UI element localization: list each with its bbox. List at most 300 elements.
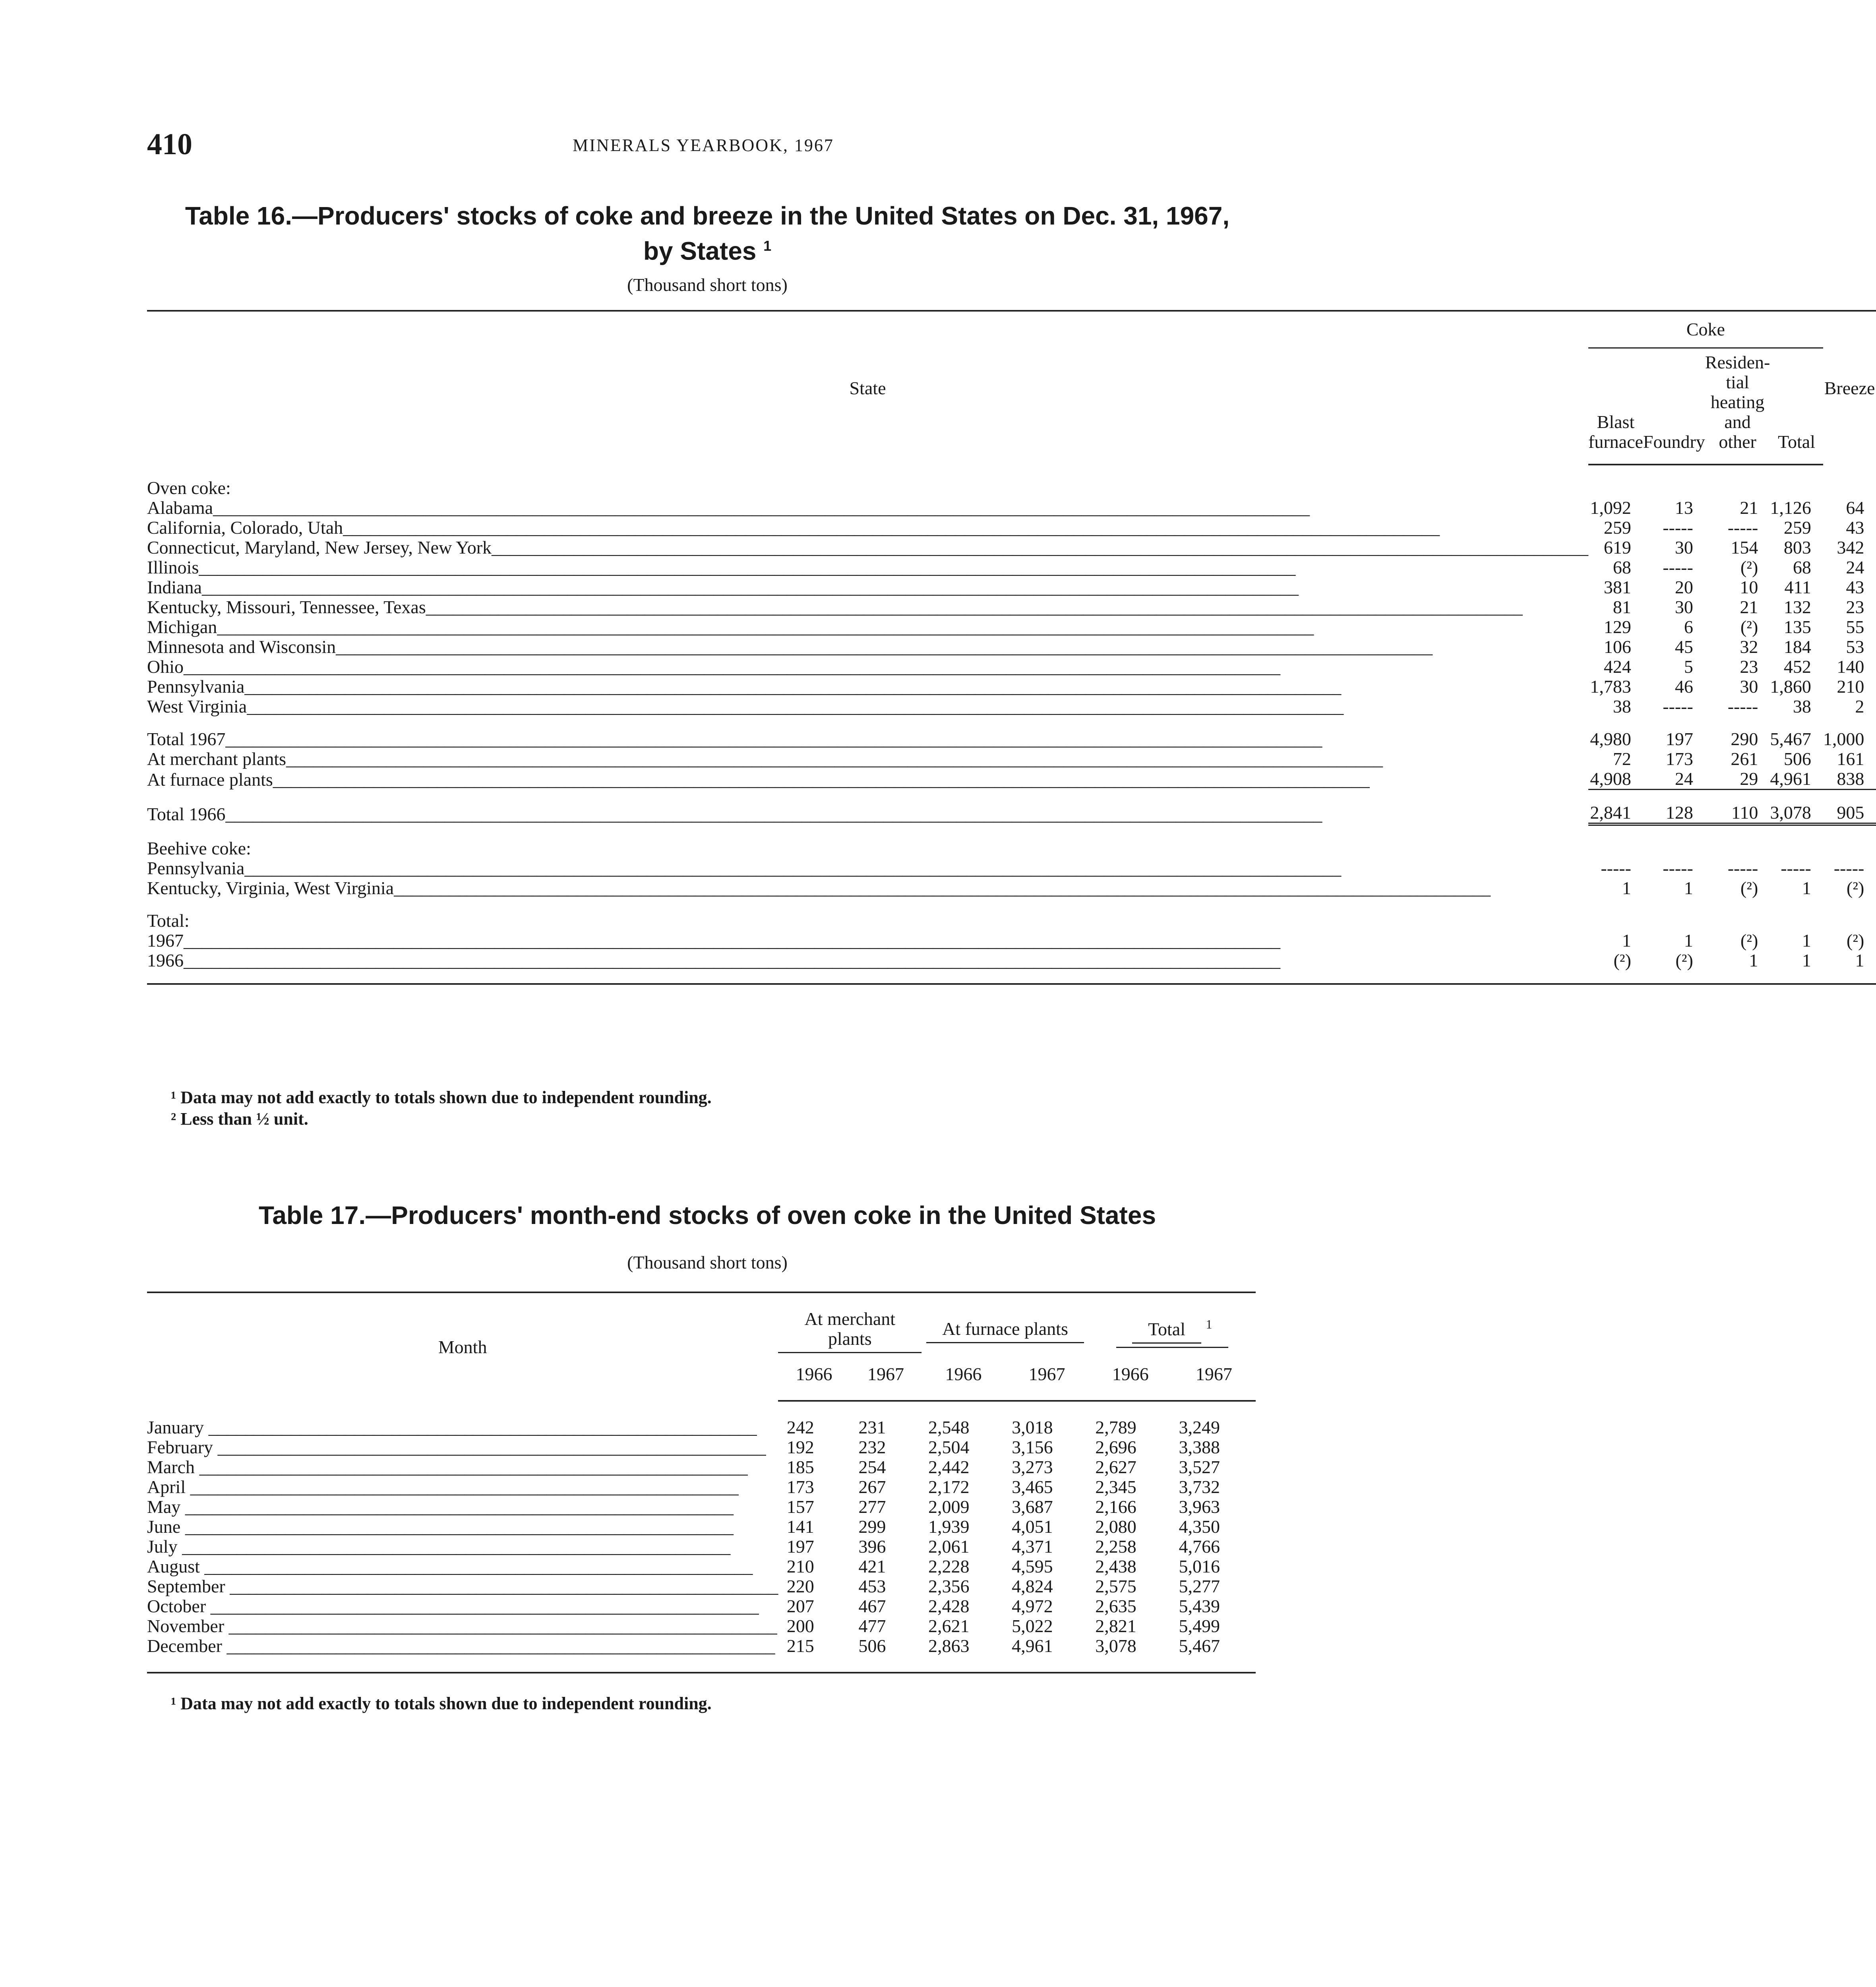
cell-value: 68: [1793, 557, 1811, 577]
table-row: [147, 1636, 1256, 1673]
page-header: [147, 127, 1260, 163]
row-label: [147, 858, 1588, 878]
row-label-text: Connecticut, Maryland, New Jersey, New York: [147, 537, 492, 558]
month-name: August: [147, 1556, 200, 1576]
cell-value: 2,061: [928, 1536, 970, 1557]
cell-value: 506: [1783, 749, 1811, 769]
cell-value: 242: [786, 1417, 814, 1437]
cell-value: 4,961: [1012, 1636, 1053, 1656]
cell-value: 5,277: [1179, 1576, 1220, 1596]
table-row: [147, 1557, 1256, 1576]
cell-value: 2,438: [1095, 1556, 1136, 1576]
cell-value: 453: [858, 1576, 886, 1596]
cell-value: 2,228: [928, 1556, 970, 1576]
month-name: June: [147, 1516, 181, 1537]
cell-value: 424: [1603, 657, 1631, 677]
header-residential: Residen- tial heating and other: [1705, 348, 1770, 465]
cell-value: 2,172: [928, 1477, 970, 1497]
leader-dots: ____________________________________________________________: [186, 1477, 739, 1497]
cell-value: 192: [786, 1437, 814, 1457]
leader-dots: ____________________________________________________________: [204, 1417, 757, 1437]
cell-value: 3,078: [1095, 1636, 1136, 1656]
cell-value: 72: [1613, 749, 1631, 769]
cell-value: 411: [1784, 577, 1811, 597]
leader-dots: ____________________________________________________________: [222, 1636, 775, 1656]
table17-subtitle: (Thousand short tons): [627, 1252, 788, 1272]
row-label-text: Illinois: [147, 557, 199, 577]
cell-value: 5,439: [1179, 1596, 1220, 1616]
leader-dots: ____________________________________________________________: [206, 1596, 759, 1616]
leader-dots: ________________________________________________________________________________________________________________________: [225, 804, 1322, 824]
header-coke: Coke: [1588, 311, 1823, 348]
cell-value: 4,350: [1179, 1516, 1220, 1537]
cell-value: 30: [1675, 597, 1693, 617]
month-name: December: [147, 1636, 222, 1656]
cell-value: 110: [1705, 803, 1770, 824]
cell-value: 232: [858, 1437, 886, 1457]
cell-value: 207: [786, 1596, 814, 1616]
header-furnace: At furnace plants: [922, 1292, 1088, 1359]
table16-subtitle: (Thousand short tons): [627, 275, 788, 295]
table-row: [147, 1497, 1256, 1517]
header-total-footnote-mark: 1: [1206, 1317, 1212, 1332]
leader-dots: ____________________________________________________________: [225, 1576, 778, 1596]
month-name: May: [147, 1497, 181, 1517]
cell-value: -----: [1663, 557, 1693, 577]
table-row: [147, 1437, 1256, 1457]
section-oven-coke: Oven coke:: [147, 478, 231, 498]
row-label-text: At merchant plants: [147, 749, 287, 769]
row-label: [147, 577, 1588, 597]
table-row: [147, 677, 1876, 697]
header-total: Total $^1$: [1089, 1292, 1256, 1359]
cell-value: 2,627: [1095, 1457, 1136, 1477]
cell-value: 3,527: [1179, 1457, 1220, 1477]
row-label-text: Kentucky, Virginia, West Virginia: [147, 878, 394, 898]
cell-value: 452: [1783, 657, 1811, 677]
cell-value: 29: [1705, 769, 1770, 790]
row-label: [147, 931, 1588, 951]
cell-value: -----: [1727, 858, 1758, 878]
cell-value: 13: [1675, 498, 1693, 518]
cell-value: 30: [1675, 537, 1693, 558]
cell-value: 619: [1603, 537, 1631, 558]
cell-value: 215: [786, 1636, 814, 1656]
row-label: [147, 538, 1588, 558]
month-label: [147, 1557, 778, 1576]
cell-value: -----: [1663, 517, 1693, 538]
cell-value: 477: [858, 1616, 886, 1636]
row-label: [147, 637, 1588, 657]
cell-value: 4,972: [1012, 1596, 1053, 1616]
cell-value: (²): [1846, 878, 1864, 898]
cell-value: 46: [1675, 676, 1693, 697]
cell-value: 43: [1846, 517, 1864, 538]
leader-dots: ________________________________________________________________________________________________________________________: [184, 930, 1280, 951]
leader-dots: ________________________________________________________________________________________________________________________: [273, 769, 1370, 790]
cell-value: 342: [1837, 537, 1864, 558]
cell-value: 261: [1731, 749, 1758, 769]
row-label-text: Kentucky, Missouri, Tennessee, Texas: [147, 597, 426, 617]
cell-value: 2,504: [928, 1437, 970, 1457]
cell-value: 30: [1740, 676, 1758, 697]
cell-value: 184: [1783, 637, 1811, 657]
leader-dots: ________________________________________________________________________________________________________________________: [394, 878, 1491, 898]
cell-value: 254: [858, 1457, 886, 1477]
header-merchant: At merchant plants: [778, 1292, 922, 1359]
table16-body: [147, 465, 1876, 984]
row-label-text: Total 1966: [147, 804, 226, 824]
cell-value: -----: [1833, 858, 1864, 878]
cell-value: 1,939: [928, 1516, 970, 1537]
cell-value: -----: [1781, 858, 1811, 878]
cell-value: 161: [1837, 749, 1864, 769]
cell-value: 1: [1749, 950, 1758, 970]
leader-dots: ____________________________________________________________: [180, 1497, 734, 1517]
table17-title: Table 17.—Producers' month-end stocks of oven coke in the United States: [258, 1201, 1156, 1230]
row-label-text: 1966: [147, 950, 184, 970]
table-row: [147, 951, 1876, 970]
cell-value: 3,273: [1012, 1457, 1053, 1477]
cell-value: -----: [1663, 858, 1693, 878]
cell-value: 24: [1846, 557, 1864, 577]
row-label: [147, 657, 1588, 677]
header-furnace-1966: 1966: [922, 1359, 1005, 1401]
cell-value: 838: [1823, 769, 1876, 790]
leader-dots: ________________________________________________________________________________________________________________________: [201, 577, 1299, 597]
table-row: [147, 1576, 1256, 1596]
cell-value: 467: [858, 1596, 886, 1616]
leader-dots: ____________________________________________________________: [213, 1437, 766, 1457]
table-row: [147, 1596, 1256, 1616]
cell-value: 2,428: [928, 1596, 970, 1616]
cell-value: 2,789: [1095, 1417, 1136, 1437]
table16-footnotes: [171, 1087, 712, 1130]
table17: [147, 1292, 1256, 1673]
row-label-text: Minnesota and Wisconsin: [147, 637, 336, 657]
table-row: [147, 558, 1876, 577]
cell-value: 64: [1846, 498, 1864, 518]
month-label: [147, 1576, 778, 1596]
row-label: [147, 769, 1588, 790]
running-head: MINERALS YEARBOOK, 1967: [573, 136, 834, 155]
leader-dots: ________________________________________________________________________________________________________________________: [184, 950, 1280, 970]
cell-value: 173: [1665, 749, 1693, 769]
month-label: [147, 1477, 778, 1497]
row-label: [147, 729, 1588, 749]
cell-value: 5,467: [1770, 729, 1811, 749]
cell-value: 135: [1783, 617, 1811, 637]
cell-value: 3,732: [1179, 1477, 1220, 1497]
leader-dots: ________________________________________________________________________________________________________________________: [199, 557, 1296, 577]
row-label: [147, 677, 1588, 697]
cell-value: 299: [858, 1516, 886, 1537]
cell-value: 2,442: [928, 1457, 970, 1477]
cell-value: 1: [1855, 950, 1864, 970]
cell-value: 2,575: [1095, 1576, 1136, 1596]
month-name: April: [147, 1477, 186, 1497]
cell-value: 200: [786, 1616, 814, 1636]
leader-dots: ________________________________________________________________________________________________________________________: [225, 729, 1322, 749]
month-label: [147, 1497, 778, 1517]
cell-value: 1: [1802, 930, 1811, 951]
month-label: [147, 1401, 778, 1437]
cell-value: 2,548: [928, 1417, 970, 1437]
header-furnace-1967: 1967: [1005, 1359, 1088, 1401]
row-label-text: Total 1967: [147, 729, 226, 749]
cell-value: 905: [1823, 803, 1876, 824]
cell-value: 2,080: [1095, 1516, 1136, 1537]
header-total-1966: 1966: [1089, 1359, 1172, 1401]
cell-value: (²): [1613, 950, 1631, 970]
cell-value: 3,388: [1179, 1437, 1220, 1457]
cell-value: 1,783: [1590, 676, 1631, 697]
leader-dots: ________________________________________________________________________________________________________________________: [343, 517, 1440, 538]
header-total: Total: [1770, 348, 1823, 465]
cell-value: 396: [858, 1536, 886, 1557]
cell-value: 3,687: [1012, 1497, 1053, 1517]
cell-value: 421: [858, 1556, 886, 1576]
cell-value: 5,016: [1179, 1556, 1220, 1576]
cell-value: 4,908: [1588, 769, 1643, 790]
table-row: [147, 597, 1876, 617]
header-breeze: Breeze: [1824, 378, 1875, 398]
leader-dots: ____________________________________________________________: [180, 1516, 734, 1537]
cell-value: 43: [1846, 577, 1864, 597]
table16-footnote-2: ² Less than ½ unit.: [171, 1109, 308, 1129]
table-row: [147, 1477, 1256, 1497]
header-total-1967: 1967: [1172, 1359, 1256, 1401]
leader-dots: ________________________________________________________________________________________________________________________: [286, 749, 1383, 769]
table-row: [147, 1616, 1256, 1636]
table16-footnote-1: ¹ Data may not add exactly to totals shown due to independent rounding.: [171, 1088, 712, 1107]
cell-value: 23: [1740, 657, 1758, 677]
table-row: [147, 1457, 1256, 1477]
cell-value: 32: [1740, 637, 1758, 657]
table16-title-line1: Table 16.—Producers' stocks of coke and breeze in the United States on Dec. 31, 1967,: [185, 201, 1230, 230]
cell-value: 185: [786, 1457, 814, 1477]
leader-dots: ________________________________________________________________________________________________________________________: [244, 858, 1342, 878]
leader-dots: ________________________________________________________________________________________________________________________: [213, 498, 1310, 518]
cell-value: 128: [1643, 803, 1705, 824]
cell-value: 4,051: [1012, 1516, 1053, 1537]
cell-value: 10: [1740, 577, 1758, 597]
cell-value: 21: [1740, 498, 1758, 518]
cell-value: 1: [1802, 950, 1811, 970]
month-label: [147, 1517, 778, 1537]
cell-value: 106: [1603, 637, 1631, 657]
cell-value: 1: [1622, 878, 1631, 898]
table-row: [147, 637, 1876, 657]
cell-value: 1,092: [1590, 498, 1631, 518]
cell-value: 3,963: [1179, 1497, 1220, 1517]
month-name: July: [147, 1536, 178, 1557]
cell-value: 259: [1783, 517, 1811, 538]
cell-value: 53: [1846, 637, 1864, 657]
cell-value: 81: [1613, 597, 1631, 617]
row-label-text: West Virginia: [147, 696, 247, 717]
cell-value: (²): [1675, 950, 1693, 970]
table-row: [147, 729, 1876, 749]
cell-value: -----: [1727, 696, 1758, 717]
cell-value: 3,465: [1012, 1477, 1053, 1497]
cell-value: 6: [1684, 617, 1693, 637]
cell-value: 5,022: [1012, 1616, 1053, 1636]
table-row: [147, 1401, 1256, 1437]
cell-value: 277: [858, 1497, 886, 1517]
leader-dots: ____________________________________________________________: [177, 1536, 731, 1557]
row-label-text: Pennsylvania: [147, 676, 245, 697]
cell-value: 68: [1613, 557, 1631, 577]
cell-value: 210: [786, 1556, 814, 1576]
cell-value: 5,467: [1179, 1636, 1220, 1656]
table-row: [147, 657, 1876, 677]
cell-value: 1,860: [1770, 676, 1811, 697]
month-label: [147, 1537, 778, 1557]
table-row: [147, 803, 1876, 824]
row-label: [147, 749, 1588, 769]
month-name: January: [147, 1417, 204, 1437]
table16-title: [147, 201, 1268, 266]
cell-value: 20: [1675, 577, 1693, 597]
cell-value: 1: [1684, 930, 1693, 951]
row-label-text: Pennsylvania: [147, 858, 245, 878]
cell-value: (²): [1740, 930, 1758, 951]
row-label: [147, 878, 1588, 898]
cell-value: 140: [1837, 657, 1864, 677]
leader-dots: ________________________________________________________________________________________________________________________: [426, 597, 1523, 617]
cell-value: 2,009: [928, 1497, 970, 1517]
cell-value: 24: [1643, 769, 1705, 790]
cell-value: 197: [786, 1536, 814, 1557]
table-row: [147, 617, 1876, 637]
table-row: [147, 858, 1876, 878]
cell-value: 5,499: [1179, 1616, 1220, 1636]
row-label: [147, 558, 1588, 577]
row-label: [147, 518, 1588, 538]
row-label-text: California, Colorado, Utah: [147, 517, 343, 538]
month-name: September: [147, 1576, 225, 1596]
cell-value: 2,696: [1095, 1437, 1136, 1457]
table-row: [147, 577, 1876, 597]
cell-value: 2,863: [928, 1636, 970, 1656]
cell-value: (²): [1740, 617, 1758, 637]
cell-value: 3,018: [1012, 1417, 1053, 1437]
header-foundry: Foundry: [1643, 348, 1705, 465]
table-row: [147, 931, 1876, 951]
cell-value: 506: [858, 1636, 886, 1656]
row-label-text: 1967: [147, 930, 184, 951]
header-state: State: [849, 378, 886, 398]
month-label: [147, 1457, 778, 1477]
table-row: [147, 697, 1876, 717]
table-row: [147, 498, 1876, 518]
row-label-text: Alabama: [147, 498, 213, 518]
cell-value: 154: [1731, 537, 1758, 558]
month-name: October: [147, 1596, 206, 1616]
leader-dots: ________________________________________________________________________________________________________________________: [336, 637, 1433, 657]
cell-value: 803: [1783, 537, 1811, 558]
cell-value: 231: [858, 1417, 886, 1437]
cell-value: (²): [1846, 930, 1864, 951]
cell-value: 2,345: [1095, 1477, 1136, 1497]
header-month: Month: [438, 1336, 487, 1357]
cell-value: 2,841: [1588, 803, 1643, 824]
month-name: February: [147, 1437, 213, 1457]
cell-value: 5: [1684, 657, 1693, 677]
leader-dots: ________________________________________________________________________________________________________________________: [247, 696, 1344, 717]
row-label-text: Ohio: [147, 657, 184, 677]
table16-title-line2: by States $^1$: [643, 236, 772, 265]
cell-value: -----: [1727, 517, 1758, 538]
row-label: [147, 697, 1588, 717]
row-label: [147, 617, 1588, 637]
cell-value: 23: [1846, 597, 1864, 617]
cell-value: 267: [858, 1477, 886, 1497]
cell-value: 4,980: [1590, 729, 1631, 749]
cell-value: 4,595: [1012, 1556, 1053, 1576]
row-label-text: At furnace plants: [147, 769, 273, 790]
cell-value: 2,621: [928, 1616, 970, 1636]
cell-value: 4,371: [1012, 1536, 1053, 1557]
cell-value: 157: [786, 1497, 814, 1517]
cell-value: 3,249: [1179, 1417, 1220, 1437]
row-label-text: Michigan: [147, 617, 217, 637]
cell-value: 1,126: [1770, 498, 1811, 518]
month-label: [147, 1596, 778, 1616]
cell-value: 381: [1603, 577, 1631, 597]
month-name: November: [147, 1616, 225, 1636]
leader-dots: ____________________________________________________________: [224, 1616, 777, 1636]
cell-value: 3,156: [1012, 1437, 1053, 1457]
cell-value: 132: [1783, 597, 1811, 617]
cell-value: 210: [1837, 676, 1864, 697]
cell-value: 38: [1793, 696, 1811, 717]
page-number: 410: [147, 128, 192, 161]
cell-value: 21: [1740, 597, 1758, 617]
header-blast-furnace: Blast furnace: [1588, 348, 1643, 465]
cell-value: 45: [1675, 637, 1693, 657]
table-row: [147, 769, 1876, 790]
month-name: March: [147, 1457, 195, 1477]
month-label: [147, 1636, 778, 1673]
table16: [147, 310, 1876, 985]
section-beehive-coke: Beehive coke:: [147, 838, 251, 858]
cell-value: 4,961: [1770, 769, 1823, 790]
cell-value: 2,258: [1095, 1536, 1136, 1557]
table17-footnote: ¹ Data may not add exactly to totals shown due to independent rounding.: [171, 1694, 712, 1713]
cell-value: 1: [1802, 878, 1811, 898]
leader-dots: ________________________________________________________________________________________________________________________: [244, 676, 1342, 697]
cell-value: 290: [1731, 729, 1758, 749]
row-label: [147, 597, 1588, 617]
table16-title-footnote-mark: 1: [763, 238, 772, 254]
table-row: [147, 749, 1876, 769]
table-row: [147, 518, 1876, 538]
leader-dots: ____________________________________________________________: [195, 1457, 748, 1477]
row-label-text: Indiana: [147, 577, 202, 597]
table17-body: [147, 1401, 1256, 1673]
row-label: [147, 498, 1588, 518]
cell-value: 4,766: [1179, 1536, 1220, 1557]
cell-value: 220: [786, 1576, 814, 1596]
section-beehive-total: Total:: [147, 910, 190, 931]
cell-value: 197: [1665, 729, 1693, 749]
cell-value: 141: [786, 1516, 814, 1537]
cell-value: 1,000: [1823, 729, 1864, 749]
cell-value: 2,356: [928, 1576, 970, 1596]
cell-value: 3,078: [1770, 803, 1823, 824]
